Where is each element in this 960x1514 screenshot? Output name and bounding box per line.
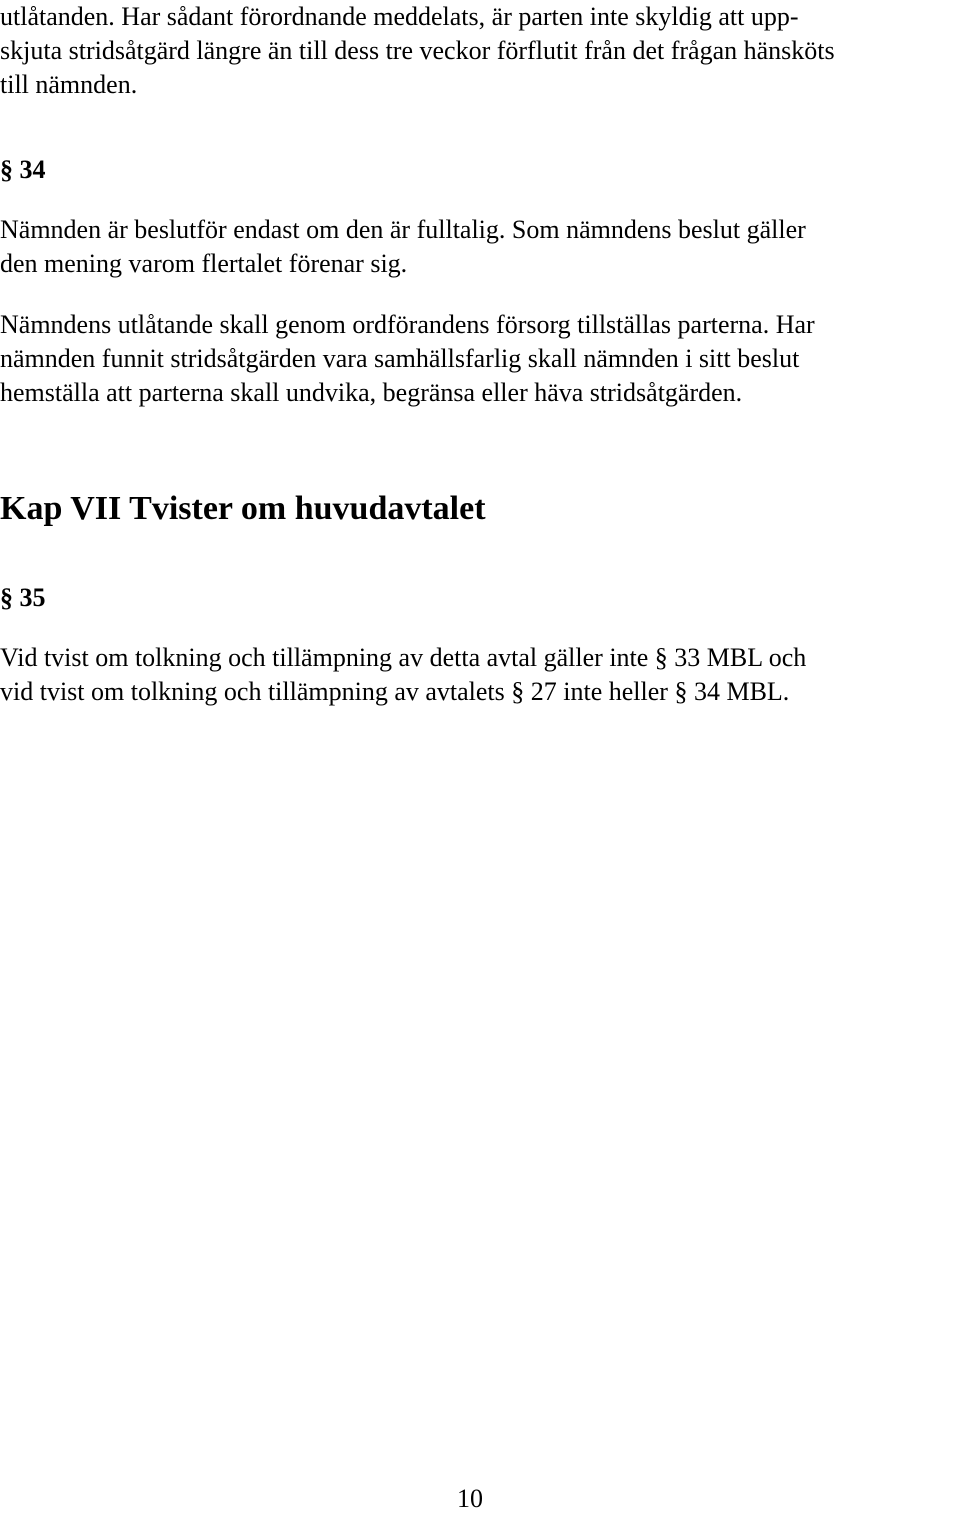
text-line: hemställa att parterna skall undvika, begränsa eller häva stridsåtgärden. <box>0 378 743 407</box>
text-line: Nämndens utlåtande skall genom ordförandens försorg tillställas parterna. Har <box>0 310 815 339</box>
paragraph-34-statement <box>0 308 960 410</box>
text-line: skjuta stridsåtgärd längre än till dess tre veckor förflutit från det frågan hänsköts <box>0 36 835 65</box>
text-line: Nämnden är beslutför endast om den är fulltalig. Som nämndens beslut gäller <box>0 215 806 244</box>
text-line: nämnden funnit stridsåtgärden vara samhällsfarlig skall nämnden i sitt beslut <box>0 344 800 373</box>
paragraph-34-quorum <box>0 213 960 281</box>
text-line: vid tvist om tolkning och tillämpning av avtalets § 27 inte heller § 34 MBL. <box>0 677 790 706</box>
section-35-heading: § 35 <box>0 583 46 612</box>
page-number: 10 <box>457 1484 483 1513</box>
paragraph-intro <box>0 0 960 102</box>
section-34-heading: § 34 <box>0 155 46 184</box>
text-line: utlåtanden. Har sådant förordnande meddelats, är parten inte skyldig att upp- <box>0 2 799 31</box>
paragraph-35 <box>0 641 960 709</box>
chapter-heading: Kap VII Tvister om huvudavtalet <box>0 490 486 527</box>
text-line: Vid tvist om tolkning och tillämpning av detta avtal gäller inte § 33 MBL och <box>0 643 807 672</box>
text-line: till nämnden. <box>0 70 138 99</box>
text-line: den mening varom flertalet förenar sig. <box>0 249 408 278</box>
